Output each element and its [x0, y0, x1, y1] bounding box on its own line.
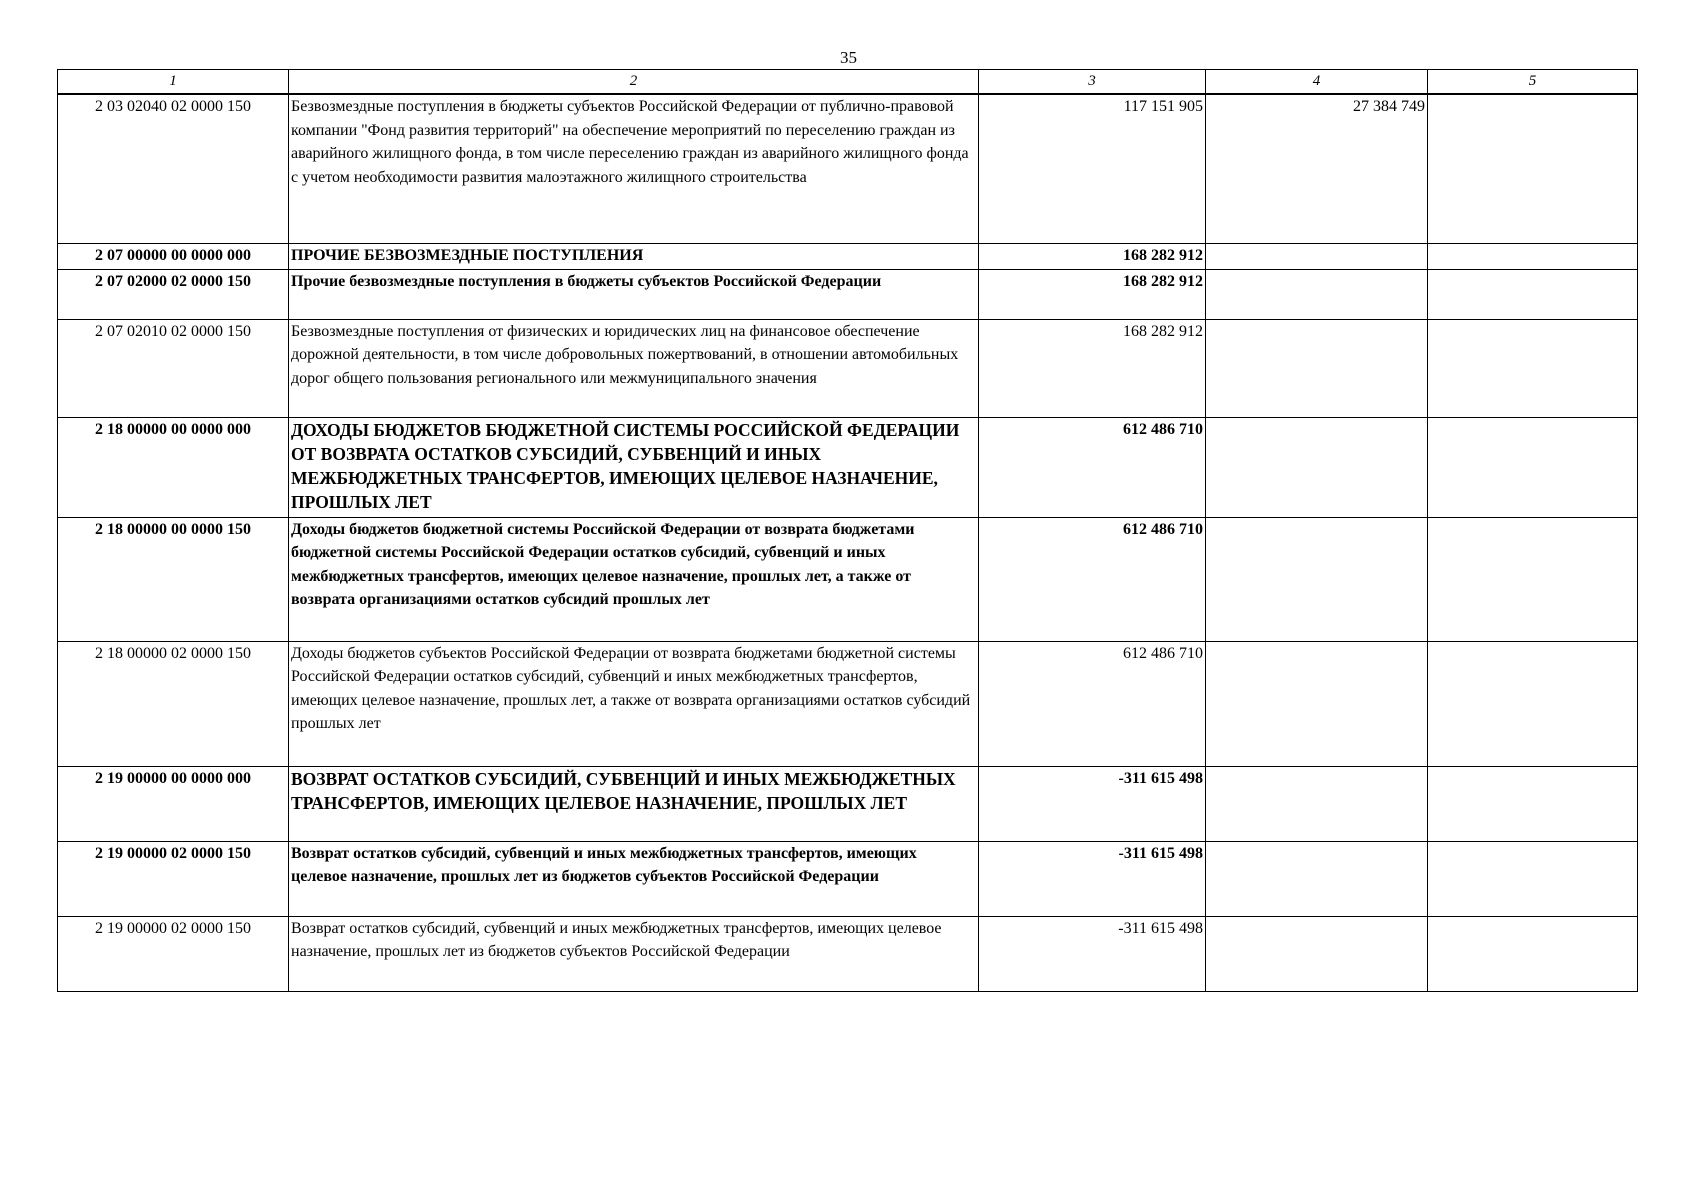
amount-col5-cell — [1428, 841, 1638, 916]
column-number-row — [58, 70, 1638, 95]
column-number-1: 1 — [58, 70, 289, 95]
budget-code-cell: 2 18 00000 02 0000 150 — [58, 641, 289, 766]
amount-col5-cell — [1428, 417, 1638, 517]
amount-col5-cell — [1428, 94, 1638, 243]
amount-col4-cell — [1206, 641, 1428, 766]
amount-col3-cell: 168 282 912 — [979, 243, 1206, 269]
budget-code-cell: 2 07 00000 00 0000 000 — [58, 243, 289, 269]
amount-col4-cell — [1206, 243, 1428, 269]
revenue-name-cell: Доходы бюджетов бюджетной системы Российской Федерации от возврата бюджетами бюджетной системы Российской Федерации остатков субсидий, субвенций и иных межбюджетных трансфертов, имеющих целевое назначение, прошлых лет, а также от возврата организациями остатков субсидий прошлых лет — [289, 517, 979, 641]
amount-col5-cell — [1428, 766, 1638, 841]
revenue-name-cell: Безвозмездные поступления в бюджеты субъектов Российской Федерации от публично-правовой компании "Фонд развития территорий" на обеспечение мероприятий по переселению граждан из аварийного жилищного фонда, в том числе переселению граждан из аварийного жилищного фонда с учетом необходимости развития малоэтажного жилищного строительства — [289, 94, 979, 243]
column-number-2: 2 — [289, 70, 979, 95]
budget-code-cell: 2 03 02040 02 0000 150 — [58, 94, 289, 243]
table-row — [58, 319, 1638, 417]
revenue-name-cell: Доходы бюджетов субъектов Российской Федерации от возврата бюджетами бюджетной системы Российской Федерации остатков субсидий, субвенций и иных межбюджетных трансфертов, имеющих целевое назначение, прошлых лет, а также от возврата организациями остатков субсидий прошлых лет — [289, 641, 979, 766]
table-row — [58, 417, 1638, 517]
table-row — [58, 841, 1638, 916]
revenue-name-cell: ВОЗВРАТ ОСТАТКОВ СУБСИДИЙ, СУБВЕНЦИЙ И ИНЫХ МЕЖБЮДЖЕТНЫХ ТРАНСФЕРТОВ, ИМЕЮЩИХ ЦЕЛЕВОЕ НАЗНАЧЕНИЕ, ПРОШЛЫХ ЛЕТ — [289, 766, 979, 841]
revenue-name-cell: Возврат остатков субсидий, субвенций и иных межбюджетных трансфертов, имеющих целевое назначение, прошлых лет из бюджетов субъектов Российской Федерации — [289, 841, 979, 916]
amount-col3-cell: 612 486 710 — [979, 517, 1206, 641]
budget-code-cell: 2 18 00000 00 0000 150 — [58, 517, 289, 641]
column-number-3: 3 — [979, 70, 1206, 95]
budget-code-cell: 2 19 00000 00 0000 000 — [58, 766, 289, 841]
amount-col3-cell: 168 282 912 — [979, 269, 1206, 319]
amount-col5-cell — [1428, 916, 1638, 991]
amount-col3-cell: 117 151 905 — [979, 94, 1206, 243]
page-number: 35 — [840, 48, 857, 67]
revenue-name-cell: Безвозмездные поступления от физических и юридических лиц на финансовое обеспечение дорожной деятельности, в том числе добровольных пожертвований, в отношении автомобильных дорог общего пользования регионального или межмуниципального значения — [289, 319, 979, 417]
amount-col4-cell — [1206, 517, 1428, 641]
amount-col3-cell: -311 615 498 — [979, 916, 1206, 991]
amount-col5-cell — [1428, 243, 1638, 269]
amount-col4-cell — [1206, 319, 1428, 417]
amount-col4-cell — [1206, 916, 1428, 991]
amount-col4-cell: 27 384 749 — [1206, 94, 1428, 243]
table-row — [58, 641, 1638, 766]
amount-col4-cell — [1206, 417, 1428, 517]
revenue-name-cell: Возврат остатков субсидий, субвенций и иных межбюджетных трансфертов, имеющих целевое назначение, прошлых лет из бюджетов субъектов Российской Федерации — [289, 916, 979, 991]
amount-col4-cell — [1206, 841, 1428, 916]
revenue-name-cell: ПРОЧИЕ БЕЗВОЗМЕЗДНЫЕ ПОСТУПЛЕНИЯ — [289, 243, 979, 269]
amount-col3-cell: 168 282 912 — [979, 319, 1206, 417]
table-row — [58, 269, 1638, 319]
table-row — [58, 916, 1638, 991]
budget-code-cell: 2 07 02010 02 0000 150 — [58, 319, 289, 417]
amount-col4-cell — [1206, 269, 1428, 319]
amount-col4-cell — [1206, 766, 1428, 841]
table-row — [58, 517, 1638, 641]
column-number-5: 5 — [1428, 70, 1638, 95]
amount-col3-cell: 612 486 710 — [979, 417, 1206, 517]
amount-col3-cell: -311 615 498 — [979, 841, 1206, 916]
amount-col3-cell: 612 486 710 — [979, 641, 1206, 766]
table-row — [58, 94, 1638, 243]
revenue-name-cell: ДОХОДЫ БЮДЖЕТОВ БЮДЖЕТНОЙ СИСТЕМЫ РОССИЙСКОЙ ФЕДЕРАЦИИ ОТ ВОЗВРАТА ОСТАТКОВ СУБСИДИЙ, СУБВЕНЦИЙ И ИНЫХ МЕЖБЮДЖЕТНЫХ ТРАНСФЕРТОВ, ИМЕЮЩИХ ЦЕЛЕВОЕ НАЗНАЧЕНИЕ, ПРОШЛЫХ ЛЕТ — [289, 417, 979, 517]
revenue-name-cell: Прочие безвозмездные поступления в бюджеты субъектов Российской Федерации — [289, 269, 979, 319]
column-number-4: 4 — [1206, 70, 1428, 95]
amount-col3-cell: -311 615 498 — [979, 766, 1206, 841]
amount-col5-cell — [1428, 319, 1638, 417]
table-row — [58, 766, 1638, 841]
budget-code-cell: 2 19 00000 02 0000 150 — [58, 916, 289, 991]
table-row — [58, 243, 1638, 269]
budget-code-cell: 2 07 02000 02 0000 150 — [58, 269, 289, 319]
amount-col5-cell — [1428, 641, 1638, 766]
budget-revenue-table — [57, 69, 1638, 992]
budget-code-cell: 2 19 00000 02 0000 150 — [58, 841, 289, 916]
budget-code-cell: 2 18 00000 00 0000 000 — [58, 417, 289, 517]
amount-col5-cell — [1428, 517, 1638, 641]
amount-col5-cell — [1428, 269, 1638, 319]
